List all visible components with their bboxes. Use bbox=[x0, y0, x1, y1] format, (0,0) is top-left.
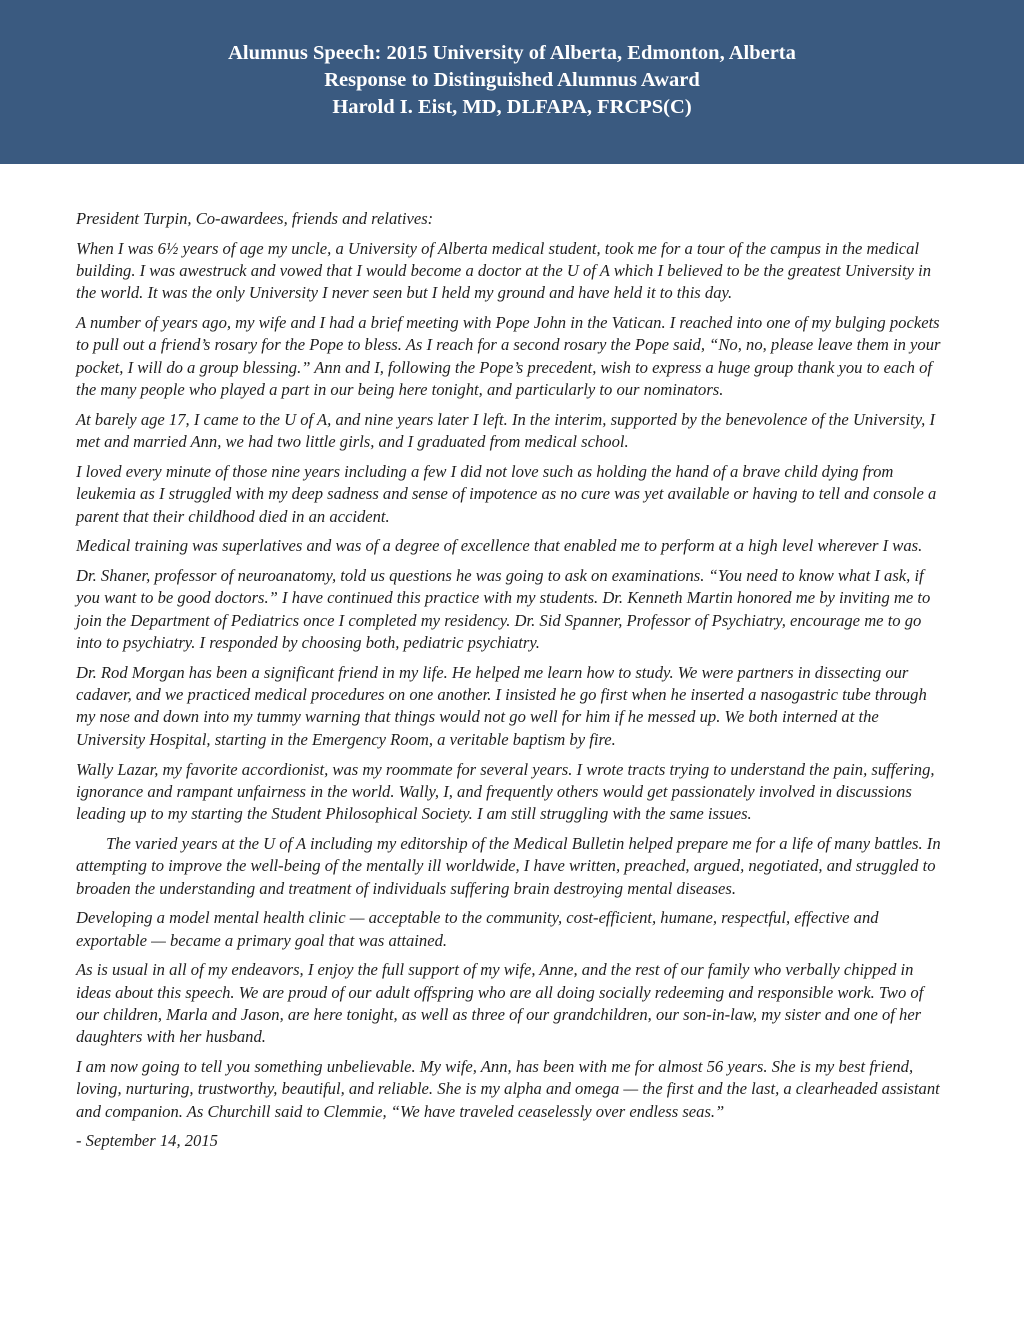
speech-paragraph: The varied years at the U of A including my editorship of the Medical Bulletin helped prepare me for a life of many battles. In attempting to improve the well-being of the mentally ill worldwide, I have written, preached, argued, negotiated, and struggled to broaden the understanding and treatment of individuals suffering brain destroying mental diseases. bbox=[76, 833, 941, 898]
speech-paragraph: A number of years ago, my wife and I had a brief meeting with Pope John in the Vatican. I reached into one of my bulging pockets to pull out a friend’s rosary for the Pope to bless. As I reach for a second rosary the Pope said, “No, no, please leave them in your pocket, I will do a group blessing.” Ann and I, following the Pope’s precedent, wish to express a huge group thank you to each of the many people who played a part in our being here tonight, and particularly to our nominators. bbox=[76, 313, 941, 400]
author-line: Harold I. Eist, MD, DLFAPA, FRCPS(C) bbox=[332, 96, 692, 118]
speech-paragraph: Medical training was superlatives and was of a degree of excellence that enabled me to perform at a high level wherever I was. bbox=[76, 536, 923, 556]
salutation-paragraph: President Turpin, Co-awardees, friends and relatives: bbox=[76, 209, 434, 228]
speech-paragraph: Developing a model mental health clinic — acceptable to the community, cost-efficient, humane, respectful, effective and exportable — became a primary goal that was attained. bbox=[76, 908, 879, 950]
speech-body bbox=[76, 208, 950, 1160]
speech-paragraph: Dr. Rod Morgan has been a significant friend in my life. He helped me learn how to study. We were partners in dissecting our cadaver, and we practiced medical procedures on one another. I insisted he go first when he inserted a nasogastric tube through my nose and down into my tummy warning that things would not go well for him if he messed up. We both interned at the University Hospital, starting in the Emergency Room, a veritable baptism by fire. bbox=[76, 662, 927, 749]
speech-paragraph: When I was 6½ years of age my uncle, a University of Alberta medical student, took me for a tour of the campus in the medical building. I was awestruck and vowed that I would become a doctor at the U of A which I believed to be the greatest University in the world. It was the only University I never seen but I held my ground and have held it to this day. bbox=[76, 238, 932, 303]
speech-paragraph: As is usual in all of my endeavors, I enjoy the full support of my wife, Anne, and the rest of our family who verbally chipped in ideas about this speech. We are proud of our adult offspring who are all doing socially redeeming and responsible work. Two of our children, Marla and Jason, are here tonight, as well as three of our grandchildren, our son-in-law, my sister and one of her daughters with her husband. bbox=[76, 960, 924, 1047]
title-banner bbox=[0, 0, 1024, 164]
speech-date: - September 14, 2015 bbox=[76, 1131, 218, 1151]
title-line: Alumnus Speech: 2015 University of Alberta, Edmonton, Alberta bbox=[228, 42, 796, 64]
subtitle-line: Response to Distinguished Alumnus Award bbox=[324, 69, 700, 91]
speech-paragraph: I loved every minute of those nine years including a few I did not love such as holding the hand of a brave child dying from leukemia as I struggled with my deep sadness and sense of impotence as no cure was yet available or having to tell and console a parent that their childhood died in an accident. bbox=[76, 461, 937, 526]
speech-paragraph: I am now going to tell you something unbelievable. My wife, Ann, has been with me for almost 56 years. She is my best friend, loving, nurturing, trustworthy, beautiful, and reliable. She is my alpha and omega — the first and the last, a clearheaded assistant and companion. As Churchill said to Clemmie, “We have traveled ceaselessly over endless seas.” bbox=[76, 1057, 940, 1121]
speech-paragraph: At barely age 17, I came to the U of A, and nine years later I left. In the interim, supported by the benevolence of the University, I met and married Ann, we had two little girls, and I graduated from medical school. bbox=[76, 409, 935, 452]
speech-paragraph: Dr. Shaner, professor of neuroanatomy, told us questions he was going to ask on examinations. “You need to know what I ask, if you want to be good doctors.” I have continued this practice with my students. Dr. Kenneth Martin honored me by inviting me to join the Department of Pediatrics once I completed my residency. Dr. Sid Spanner, Professor of Psychiatry, encourage me to go into to psychiatry. I responded by choosing both, pediatric psychiatry. bbox=[76, 566, 931, 653]
speech-paragraph: Wally Lazar, my favorite accordionist, was my roommate for several years. I wrote tracts trying to understand the pain, suffering, ignorance and rampant unfairness in the world. Wally, I, and frequently others would get passionately involved in discussions leading up to my starting the Student Philosophical Society. I am still struggling with the same issues. bbox=[76, 759, 935, 824]
